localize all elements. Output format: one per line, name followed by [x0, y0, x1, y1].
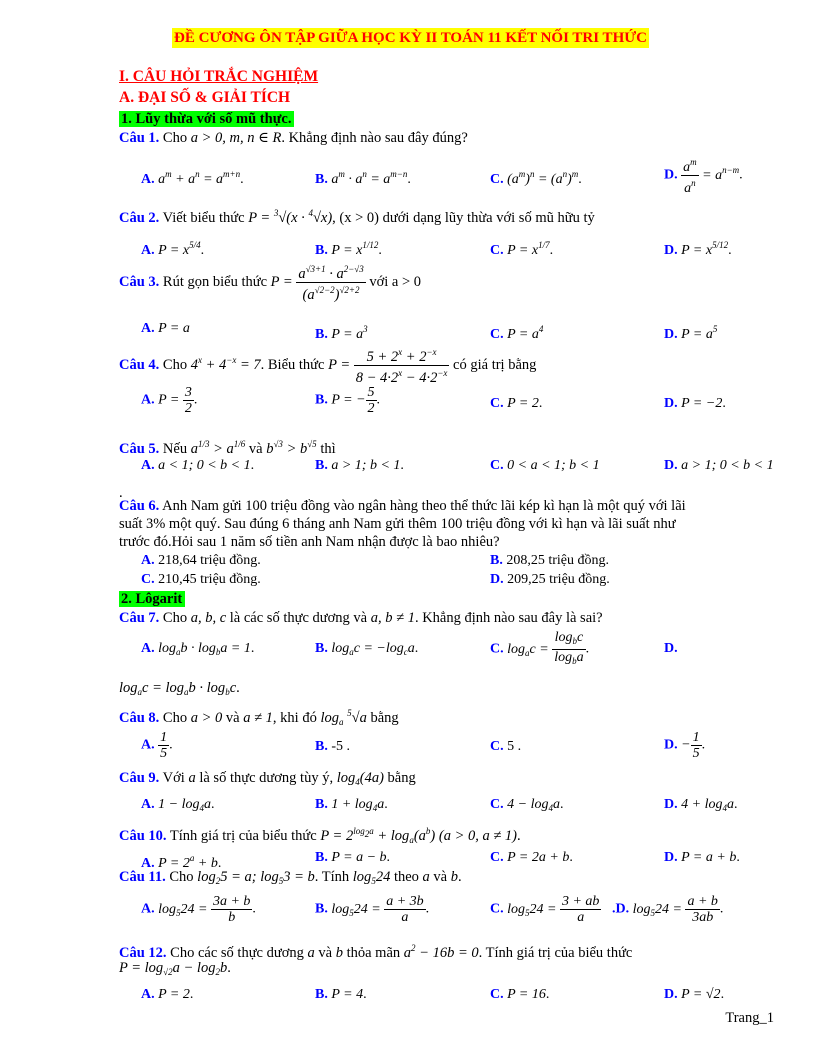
section-heading-1: I. CÂU HỎI TRẮC NGHIỆM [119, 68, 319, 85]
q5-option-b: B. a > 1; b < 1. [315, 458, 404, 473]
q9-option-c: C. $4 - \log_4a$. [490, 797, 564, 813]
q2-option-c: C. $P = x^{1/7}$. [490, 240, 554, 258]
q1-option-b: B. $a^m \cdot a^n = a^{m-n}$. [315, 169, 411, 187]
question-8: Câu 8. Cho a > 0 và a ≠ 1, khi đó $\log_a ^5√a$ bằng [119, 708, 399, 727]
question-7: Câu 7. Cho a, b, c là các số thực dương và a, b ≠ 1. Khẳng định nào sau đây là sai? [119, 610, 603, 626]
question-6-line-2: suất 3% một quý. Sau đúng 6 tháng anh Nam gửi thêm 100 triệu đồng với kì hạn và lãi suất như [119, 516, 676, 532]
q3-option-c: C. $P = a^4$ [490, 324, 544, 342]
q6-option-b: B. 208,25 triệu đồng. [490, 553, 609, 568]
q7-option-a: A. $\log_ab \cdot \log_ba = 1$. [141, 641, 255, 657]
q6-option-d: D. 209,25 triệu đồng. [490, 572, 610, 587]
question-12-expression: $P = \log_{√2}a - \log_2b$. [119, 960, 231, 977]
q4-option-d: D. P = −2. [664, 396, 726, 411]
q10-option-a: A. $P = 2^a + b$. [141, 853, 222, 871]
q7-option-d: $\log_ac = \log_ab \cdot \log_bc$. [119, 680, 240, 697]
q8-option-a: A. $\frac{1}{5}$ . [141, 730, 173, 761]
question-6-line-3: trước đó.Hỏi sau 1 năm số tiền anh Nam nhận được là bao nhiêu? [119, 534, 500, 550]
topic-heading-1: 1. Lũy thừa với số mũ thực. [119, 110, 294, 128]
q1-option-d: D. $\frac{a^m}{a^n}$ = $a^{n-m}$. [664, 157, 743, 196]
q10-option-b: B. P = a − b. [315, 850, 391, 865]
q11-option-a: A. $\log_524$ = $\frac{3a + b}{b}$ . [141, 894, 256, 925]
q5-option-c: C. 0 < a < 1; b < 1 [490, 458, 600, 473]
q2-option-d: D. $P = x^{5/12}$. [664, 240, 732, 258]
q3-option-a: A. P = a [141, 321, 190, 336]
page-number: Trang_1 [725, 1010, 774, 1026]
question-10: Câu 10. Tính giá trị của biểu thức $P = 2^{log_2a} + \log_a(a^b) (a > 0$, a ≠ 1). [119, 826, 521, 845]
topic-heading-2: 2. Lôgarit [119, 590, 185, 608]
q8-option-c: C. 5 . [490, 739, 522, 754]
q1-option-c: C. $(a^m)^n = (a^n)^m$. [490, 169, 582, 187]
q4-option-c: C. P = 2. [490, 396, 543, 411]
question-12: Câu 12. Cho các số thực dương a và b thỏa mãn $a^2 - 16b = 0$. Tính giá trị của biểu thức [119, 943, 633, 961]
q9-option-d: D. $4 + \log_4a$. [664, 797, 738, 813]
question-6-line-1: Câu 6. Anh Nam gửi 100 triệu đồng vào ngân hàng theo thể thức lãi kép kì hạn là một quý với lãi [119, 498, 686, 514]
q3-option-d: D. $P = a^5$ [664, 324, 718, 342]
question-11: Câu 11. Cho $\log_25 = a$; $\log_53 = b$. Tính $\log_524$ theo a và b. [119, 869, 462, 886]
question-4: Câu 4. Cho $4^x + 4^{-x} = 7$. Biểu thức P = $\frac{5 + 2^x + 2^{-x}}{8 - 4\cdot 2^x - 4\cdot 2^{-x}}$ có giá trị bằng [119, 347, 537, 386]
q5-option-a: A. a < 1; 0 < b < 1. [141, 458, 255, 473]
q5-option-d: D. a > 1; 0 < b < 1 [664, 458, 774, 473]
q8-option-b: B. -5 . [315, 739, 351, 754]
page-title: ĐỀ CƯƠNG ÔN TẬP GIỮA HỌC KỲ II TOÁN 11 KẾT NỐI TRI THỨC [174, 30, 648, 46]
question-3: Câu 3. Rút gọn biểu thức P = $\frac{a^{√3+1} \cdot a^{2-√3}}{(a^{√2-2})^{√2+2}}$ với a > 0 [119, 264, 422, 303]
q4-option-b: B. P = − $\frac{5}{2}$ . [315, 385, 381, 416]
q6-option-c: C. 210,45 triệu đồng. [141, 572, 261, 587]
stray-dot: . [119, 485, 123, 501]
q6-option-a: A. 218,64 triệu đồng. [141, 553, 261, 568]
q12-option-a: A. P = 2. [141, 987, 194, 1002]
q10-option-c: C. P = 2a + b. [490, 850, 573, 865]
q2-option-b: B. $P = x^{1/12}$. [315, 240, 382, 258]
q9-option-a: A. $1 - \log_4a$. [141, 797, 215, 813]
q7-option-d-label: D. [664, 641, 678, 656]
q7-option-b: B. $\log_ac = -\log_ca$. [315, 641, 419, 657]
q12-option-b: B. P = 4. [315, 987, 367, 1002]
q12-option-d: D. P = √2. [664, 987, 725, 1002]
question-1: Câu 1. Cho a > 0, m, n ∈ R. Khẳng định nào sau đây đúng? [119, 130, 468, 146]
q11-option-d: .D. $\log_524$ = $\frac{a + b}{3ab}$ . [612, 894, 724, 925]
q2-option-a: A. $P = x^{5/4}$. [141, 240, 205, 258]
question-9: Câu 9. Với a là số thực dương tùy ý, $\log_4(4a)$ bằng [119, 770, 416, 787]
q1-option-a: A. $a^m + a^n = a^{m+n}$. [141, 169, 244, 187]
question-5: Câu 5. Nếu $a^{1/3} > a^{1/6}$ và $b^{√3} > b^{√5}$ thì [119, 439, 336, 457]
q4-option-a: A. P = $\frac{3}{2}$ . [141, 385, 198, 416]
q9-option-b: B. $1 + \log_4a$. [315, 797, 388, 813]
q10-option-d: D. P = a + b. [664, 850, 740, 865]
section-heading-a: A. ĐẠI SỐ & GIẢI TÍCH [119, 89, 291, 106]
question-2: Câu 2. Viết biểu thức P = $^3$√(x · $^4$√x), (x > 0) dưới dạng lũy thừa với số mũ hữu tỷ [119, 208, 595, 226]
q8-option-d: D. − $\frac{1}{5}$ . [664, 730, 706, 761]
q12-option-c: C. P = 16. [490, 987, 550, 1002]
q11-option-c: C. $\log_524$ = $\frac{3 + ab}{a}$ [490, 894, 600, 925]
q11-option-b: B. $\log_524$ = $\frac{a + 3b}{a}$ . [315, 894, 430, 925]
q7-option-c: C. $\log_ac$ = $\frac{\log_bc}{\log_ba}$ . [490, 630, 590, 666]
q3-option-b: B. $P = a^3$ [315, 324, 368, 342]
